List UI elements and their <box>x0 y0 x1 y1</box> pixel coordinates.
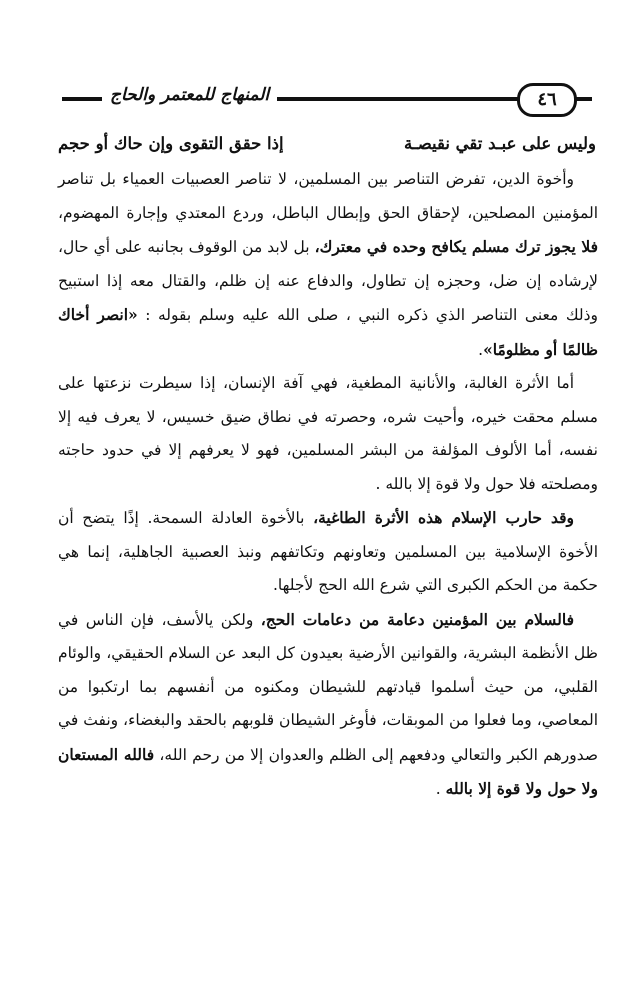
verse-first-hemistich: وليس على عبـد تقي نقيصـة <box>404 134 596 153</box>
running-header <box>62 80 592 116</box>
paragraph-text: بل لابد من الوقوف بجانبه على أي حال، لإرشاده إن ضل، وحجزه إن تطاول، والدفاع عنه إن ظلم، والقتال معه إذا استبيح وذلك معنى التناصر الذي ذكره النبي ، صلى الله عليه وسلم بقوله : <box>58 238 598 324</box>
emphasis-text: وقد حارب الإسلام هذه الأثرة الطاغية، <box>313 508 575 527</box>
paragraph-text: بالأخوة العادلة السمحة. إذًا يتضح أن الأخوة الإسلامية بين المسلمين وتعاونهم وتكاتفهم ونبذ العصبية الجاهلية، إنما هي حكمة من الحكم الكبرى التي شرع الله الحج لأجلها. <box>58 509 598 594</box>
paragraph-text: أما الأثرة الغالبة، والأنانية المطغية، فهي آفة الإنسان، إذا سيطرت نزعتها على مسلم محقت خيره، وأحيت شره، وحصرته في نطاق ضيق خسيس، لا يعرف فيه إلا نفسه، أما الألوف المؤلفة من البشر المسلمين، فهو لا يعرفهم إلا في حدود حاجته ومصلحته فلا حول ولا قوة إلا بالله . <box>58 374 598 493</box>
page-number: ٤٦ <box>517 83 577 117</box>
closing-phrase: فالله المستعان ولا حول ولا قوة إلا بالله <box>58 744 598 798</box>
paragraph-text: ولكن يالأسف، فإن الناس في ظل الأنظمة البشرية، والقوانين الأرضية بعيدون كل البعد عن السلام الحقيقي، والوئام القلبي، من حيث أسلموا قيادتهم للشيطان ومكنوه من أنفسهم بما ارتكبوا من المعاصي، وما فعلوا من الموبقات، فأوغر الشيطان قلوبهم بالحقد والبغضاء، ونفث في صدورهم الكبر والتعالي ودفعهم إلى الظلم والعدوان إلا من رحم الله، <box>58 610 598 764</box>
emphasis-text: فلا يجوز ترك مسلم يكافح وحده في معترك، <box>314 237 598 256</box>
emphasis-text: فالسلام بين المؤمنين دعامة من دعامات الحج، <box>260 609 574 629</box>
poetry-verse <box>58 124 596 164</box>
paragraph-end: . <box>478 340 484 359</box>
book-title: المنهاج للمعتمر والحاج <box>102 80 277 110</box>
verse-second-hemistich: إذا حقق التقوى وإن حاك أو حجم <box>58 134 284 153</box>
paragraph-peace <box>58 603 598 807</box>
paragraph-text: وأخوة الدين، تفرض التناصر بين المسلمين، لا تناصر العصبيات العمياء بل تناصر المؤمنين المصلحين، لإحقاق الحق وإبطال الباطل، وردع المعتدي وإجارة المهضوم، <box>58 170 598 222</box>
paragraph-brotherhood <box>58 163 598 367</box>
paragraph-selfishness <box>58 367 598 501</box>
paragraph-islam-fought <box>58 501 598 603</box>
hadith-quote: «انصر أخاك ظالمًا أو مظلومًا» <box>58 305 598 359</box>
body-text <box>58 163 598 807</box>
paragraph-end: . <box>435 780 446 798</box>
header-rule-end <box>506 97 514 101</box>
